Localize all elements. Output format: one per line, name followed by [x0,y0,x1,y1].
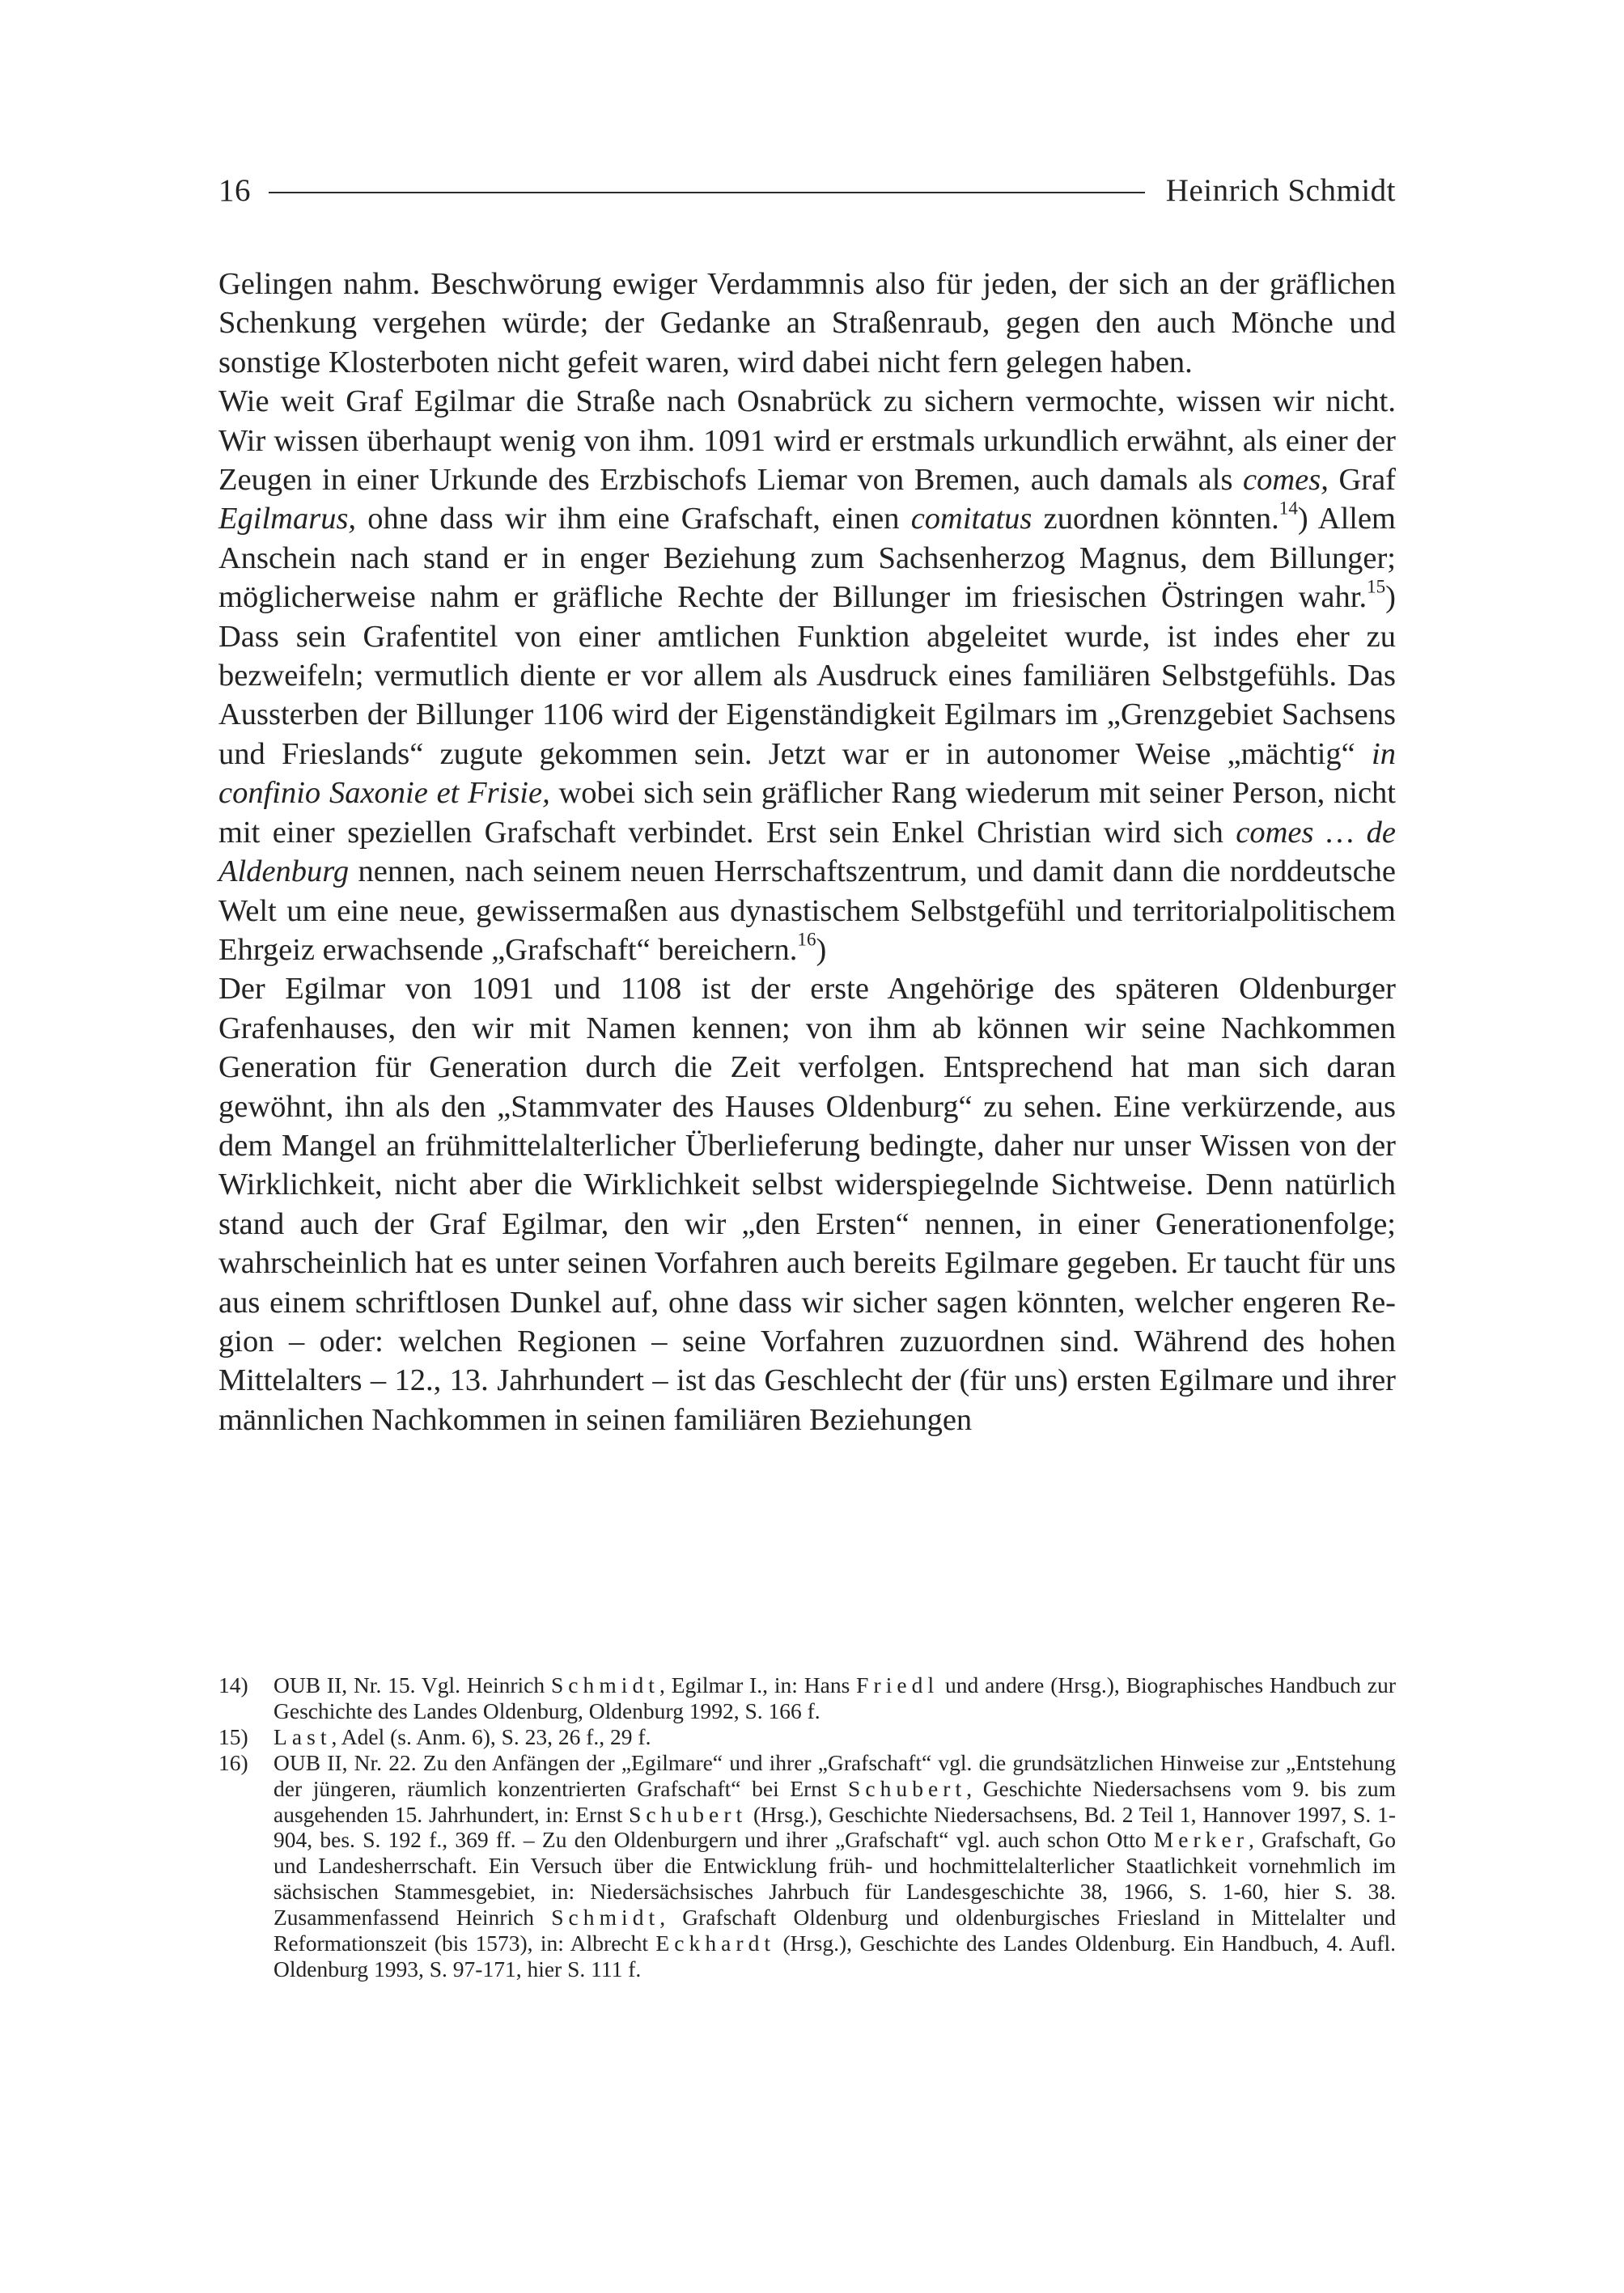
footnote-14 [218,1672,1396,1724]
page [218,166,1397,1981]
text-run: , Grafschaft Oldenburg und oldenburgisches Friesland in Mittelalter und Reformationszeit (bis 1573), in: Albrecht [273,1905,1396,1956]
text-run: zuordnen könnten. [1032,502,1279,536]
footnote-16 [218,1750,1396,1982]
text-run: , Adel (s. Anm. 6), S. 23, 26 f., 29 f. [331,1723,651,1749]
text-run: wobei sich sein gräflicher Rang wiederum mit seiner Person, nicht mit einer speziellen Grafschaft verbindet. Erst sein Enkel Christian wird sich [218,776,1396,850]
footnote-15 [218,1724,1396,1750]
text-run: Graf [1328,463,1396,498]
author-name: Eckhardt [655,1931,776,1956]
text-run: , Egilmar I., in: Hans [659,1672,857,1697]
footnote-text [273,1750,1396,1982]
italic-term: comitatus [910,502,1032,536]
author-name: Last [273,1723,332,1749]
footnote-text [273,1672,1396,1724]
text-run: OUB II, Nr. 22. Zu den Anfängen der „Egilmare“ und ihrer „Grafschaft“ vgl. die grundsätzlichen Hinweise zur „Entstehung der jüngeren, räumlich konzentrierten Grafschaft“ bei Ernst [273,1749,1396,1801]
text-run: ) [816,932,827,967]
footnote-text [273,1724,1396,1750]
text-run: und andere (Hrsg.), Biographisches Handbuch zur Geschichte des Landes Oldenburg, Oldenburg 1992, S. 166 f. [273,1672,1397,1723]
text-run: ohne dass wir ihm eine Grafschaft, einen [356,502,911,536]
italic-term: comes, [1243,463,1329,498]
text-run: Wie weit Graf Egilmar die Straße nach Osnabrück zu sichern vermochte, wissen wir nicht. Wir wissen überhaupt wenig von ihm. 1091 wird er erstmals urkundlich erwähnt, als einer der Zeugen in einer Urkunde des Erzbischofs Liemar von Bremen, auch damals als [218,384,1396,498]
footnote-number: 15) [218,1723,248,1749]
page-number: 16 [218,172,251,208]
author-name: Schubert [629,1801,748,1827]
footnotes [218,1672,1396,1982]
italic-term: comes … de Aldenburg [218,815,1396,889]
text-run: OUB II, Nr. 15. Vgl. Heinrich [273,1672,551,1697]
main-text [218,265,1396,1439]
text-run: Gelingen nahm. Beschwörung ewiger Verdammnis also für jeden, der sich an der gräflichen Schenkung vergehen würde; der Gedanke an Straßenraub, gegen den auch Mönche und sonstige Klosterboten nicht gefeit waren, wird dabei nicht fern gelegen haben. [218,267,1396,379]
header-rule [269,192,1145,193]
text-run: (Hrsg.), Geschichte des Landes Oldenburg. Ein Handbuch, 4. Aufl. Oldenburg 1993, S. 97-171, hier S. 111 f. [273,1931,1396,1981]
italic-term: in confinio Saxonie et Frisie, [218,736,1396,811]
italic-term: Egilmarus, [218,502,357,536]
text-run: (Hrsg.), Geschichte Niedersachsens, Bd. 2 Teil 1, Hannover 1997, S. 1-904, bes. S. 192 f., 369 ff. – Zu den Oldenburgern und ihrer „Grafschaft“ vgl. auch schon Otto [273,1801,1396,1853]
author-name: Schmidt [551,1905,660,1931]
running-header [218,166,1396,214]
text-run: , Geschichte Niedersachsens vom 9. bis zum ausgehenden 15. Jahrhundert, in: Ernst [273,1775,1396,1827]
footnote-number: 16) [218,1749,248,1775]
text-run: ) Allem Anschein nach stand er in enger Beziehung zum Sachsenherzog Magnus, dem Billunger; möglicherweise nahm er gräfliche Rechte der Billunger im friesischen Östringen wahr. [218,502,1396,615]
text-run: Der Egilmar von 1091 und 1108 ist der erste Angehörige des späteren Oldenburger Grafenhauses, den wir mit Namen kennen; von ihm ab können wir seine Nachkommen Generation für Generation durch die Zeit verfolgen. Entsprechend hat man sich daran gewöhnt, ihn als den „Stammvater des Hauses Oldenburg“ zu sehen. Eine verkürzende, aus dem Mangel an frühmittelalterlicher Überlieferung bedingte, daher nur unser Wissen von der Wirklichkeit, nicht aber die Wirklichkeit selbst widerspiegelnde Sichtweise. Denn natürlich stand auch der Graf Egilmar, den wir „den Ersten“ nennen, in einer Generationenfolge; wahrscheinlich hat es unter seinen Vorfahren auch bereits Egilmare gegeben. Er taucht für uns aus einem schriftlosen Dunkel auf, ohne dass wir sicher sagen könnten, welcher engeren Region – oder: welchen Regionen – seine Vorfahren zuzuordnen sind. Während des hohen Mittelalters – 12., 13. Jahrhundert – ist das Geschlecht der (für uns) ersten Egilmare und ihrer männlichen Nachkommen in seinen familiären Beziehungen [218,972,1396,1437]
author-name: Schmidt [550,1672,659,1697]
footnote-number: 14) [218,1672,248,1697]
author-name: Friedl [856,1672,939,1697]
author-name: Merker [1153,1827,1249,1853]
footnote-ref-14[interactable]: 14 [1278,498,1298,519]
text-run: , Grafschaft, Go und Landesherrschaft. Ein Versuch über die Entwicklung früh- und hochmittelalterlicher Staatlichkeit vornehmlich im sächsischen Stammesgebiet, in: Niedersächsisches Jahrbuch für Landesgeschichte 38, 1966, S. 1-60, hier S. 38. Zusammenfassend Heinrich [273,1827,1396,1931]
paragraph-3 [218,969,1396,1439]
author-name: Schubert [848,1775,967,1801]
running-head-author: Heinrich Schmidt [1165,172,1396,208]
text-run: ) Dass sein Grafentitel von einer amtlichen Funktion abgeleitet wurde, ist indes eher zu bezweifeln; vermutlich diente er vor allem als Ausdruck eines familiären Selbstgefühls. Das Aussterben der Billunger 1106 wird der Eigenständigkeit Egilmars im „Grenzgebiet Sachsens und Frieslands“ zugute gekommen sein. Jetzt war er in autonomer Weise „mächtig“ [218,580,1396,771]
text-run: nennen, nach seinem neuen Herrschaftszentrum, und damit dann die norddeutsche Welt um eine neue, gewissermaßen aus dynastischem Selbstgefühl und territorialpolitischem Ehrgeiz erwachsende „Grafschaft“ bereichern. [218,854,1396,967]
paragraph-1 [218,265,1396,382]
footnote-ref-15[interactable]: 15 [1367,575,1386,597]
footnote-ref-16[interactable]: 16 [797,928,816,950]
paragraph-2 [218,382,1396,969]
